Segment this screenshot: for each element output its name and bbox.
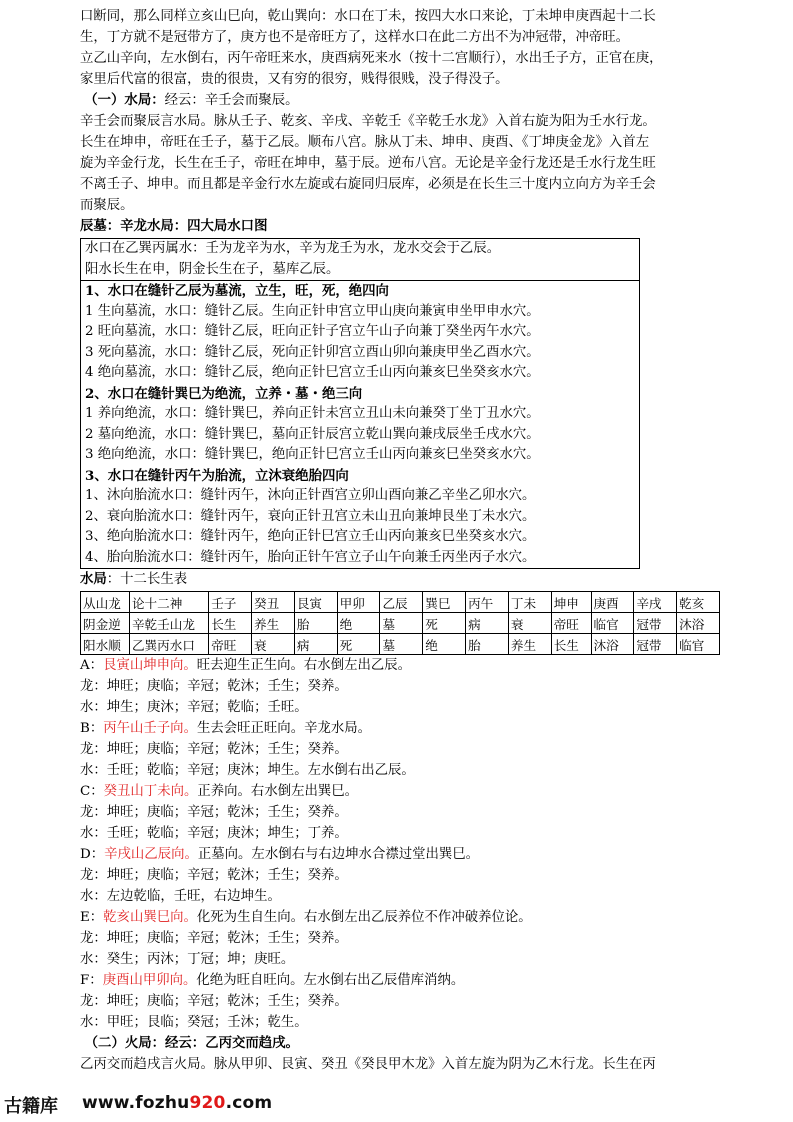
case-heading bbox=[80, 655, 720, 676]
intro-paragraph bbox=[80, 6, 720, 90]
table-cell: 衰 bbox=[252, 634, 295, 655]
url-part-red: 920 bbox=[189, 1093, 226, 1113]
dragon-line: 龙：坤旺；庚临；辛冠；乾沐；壬生；癸养。 bbox=[80, 742, 348, 757]
table-cell: 乾亥 bbox=[677, 592, 720, 613]
water-line: 水：壬旺；乾临；辛冠；庚沐；坤生。左水倒右出乙辰。 bbox=[80, 763, 415, 778]
table-cell: 论十二神 bbox=[129, 592, 208, 613]
twelve-stages-table bbox=[80, 591, 720, 655]
case-label: C： bbox=[80, 784, 104, 799]
case-description: 化死为生自生向。右水倒左出乙辰养位不作冲破养位论。 bbox=[196, 910, 532, 925]
table-cell: 甲卯 bbox=[337, 592, 380, 613]
section-heading: 1、水口在缝针乙辰为墓流，立生，旺，死，绝四向 bbox=[85, 283, 389, 299]
map-title: 辰墓：辛龙水局：四大局水口图 bbox=[80, 218, 268, 234]
table-cell: 养生 bbox=[508, 634, 551, 655]
case-label: A： bbox=[80, 658, 104, 673]
case-heading bbox=[80, 970, 720, 991]
cases-list bbox=[80, 655, 720, 1033]
case-heading bbox=[80, 907, 720, 928]
table-row bbox=[81, 592, 720, 613]
table-cell: 衰 bbox=[508, 613, 551, 634]
case-orientation: 艮寅山坤申向。 bbox=[103, 658, 197, 673]
table-cell: 胎 bbox=[466, 634, 509, 655]
table-cell: 胎 bbox=[294, 613, 337, 634]
case-description: 化绝为旺自旺向。左水倒右出乙辰借库消纳。 bbox=[196, 973, 465, 988]
case-orientation: 癸丑山丁未向。 bbox=[103, 784, 198, 799]
table-cell: 冠带 bbox=[634, 634, 677, 655]
table-cell: 墓 bbox=[380, 634, 423, 655]
heading-quote: 经云：辛壬会而聚辰。 bbox=[164, 93, 299, 108]
text-line: 生，丁方就不是冠带方了，庚方也不是帝旺方了，这样水口在此二方出不为冲冠带，冲帝旺。 bbox=[80, 30, 630, 45]
case-label: B： bbox=[80, 721, 104, 736]
dragon-line: 龙：坤旺；庚临；辛冠；乾沐；壬生；癸养。 bbox=[80, 868, 348, 883]
case-orientation: 乾亥山巽巳向。 bbox=[103, 910, 197, 925]
dragon-line: 龙：坤旺；庚临；辛冠；乾沐；壬生；癸养。 bbox=[80, 679, 348, 694]
box-intro-line: 阳水长生在申，阴金长生在子，墓库乙辰。 bbox=[85, 261, 340, 277]
table-cell: 临官 bbox=[591, 613, 634, 634]
list-item: 2、衰向胎流水口：缝针丙午，衰向正针丑宫立未山丑向兼坤艮坐丁未水穴。 bbox=[85, 508, 536, 524]
case-heading bbox=[80, 781, 720, 802]
table-cell: 坤申 bbox=[551, 592, 591, 613]
table-cell: 绝 bbox=[337, 613, 380, 634]
table-cell: 庚酉 bbox=[591, 592, 634, 613]
case-heading bbox=[80, 718, 720, 739]
table-cell: 病 bbox=[466, 613, 509, 634]
table-cell: 阳水顺 bbox=[81, 634, 130, 655]
table-cell: 绝 bbox=[423, 634, 466, 655]
table-cell: 乙辰 bbox=[380, 592, 423, 613]
water-line: 水：左边乾临，壬旺，右边坤生。 bbox=[80, 889, 281, 904]
fire-section-heading bbox=[80, 1033, 720, 1054]
table-title-bold: 水局 bbox=[80, 571, 107, 587]
table-cell: 壬子 bbox=[209, 592, 252, 613]
case-heading bbox=[80, 844, 720, 865]
list-item: 1 养向绝流，水口：缝针巽巳，养向正针未宫立丑山未向兼癸丁坐丁丑水穴。 bbox=[85, 406, 540, 421]
list-item: 2 墓向绝流，水口：缝针巽巳，墓向正针辰宫立乾山巽向兼戌辰坐壬戌水穴。 bbox=[85, 426, 540, 442]
url-part: www.fozhu bbox=[82, 1093, 190, 1113]
table-title-rest: ：十二长生表 bbox=[106, 572, 188, 587]
table-cell: 养生 bbox=[252, 613, 295, 634]
table-cell: 辛乾壬山龙 bbox=[129, 613, 208, 634]
text-line: 辛壬会而聚辰言水局。脉从壬子、乾亥、辛戌、辛乾壬《辛乾壬水龙》入首右旋为阳为壬水行龙。 bbox=[80, 114, 656, 129]
text-line: 乙丙交而趋戌言火局。脉从甲卯、艮寅、癸丑《癸艮甲木龙》入首左旋为阴为乙木行龙。长生在丙 bbox=[80, 1057, 656, 1072]
text-line: 不离壬子、坤申。而且都是辛金行水左旋或右旋同归辰库，必须是在长生三十度内立向方为辛壬会 bbox=[80, 177, 656, 192]
list-item: 4 绝向墓流，水口：缝针乙辰，绝向正针巳宫立壬山丙向兼亥巳坐癸亥水穴。 bbox=[85, 365, 540, 380]
table-cell: 乙巽丙水口 bbox=[129, 634, 208, 655]
list-item: 3 绝向绝流，水口：缝针巽巳，绝向正针巳宫立壬山丙向兼亥巳坐癸亥水穴。 bbox=[85, 447, 540, 462]
text-line: 旋为辛金行龙，长生在壬子，帝旺在坤申，墓于辰。逆布八宫。无论是辛金行龙还是壬水行龙生旺 bbox=[80, 156, 656, 171]
case-description: 正墓向。左水倒右与右边坤水合襟过堂出巽巳。 bbox=[197, 847, 480, 862]
table-cell: 长生 bbox=[209, 613, 252, 634]
section-heading: 3、水口在缝针丙午为胎流，立沐衰绝胎四向 bbox=[85, 467, 349, 484]
dragon-line: 龙：坤旺；庚临；辛冠；乾沐；壬生；癸养。 bbox=[80, 805, 348, 820]
water-line: 水：甲旺；艮临；癸冠；壬沐；乾生。 bbox=[80, 1015, 308, 1030]
document-page bbox=[80, 6, 720, 1075]
box-intro-line: 水口在乙巽丙属水：壬为龙辛为水，辛为龙壬为水，龙水交会于乙辰。 bbox=[85, 241, 501, 256]
section-heading: 2、水口在缝针巽巳为绝流，立养・墓・绝三向 bbox=[85, 385, 363, 402]
table-cell: 从山龙 bbox=[81, 592, 130, 613]
site-logo: 古籍库 bbox=[4, 1096, 58, 1117]
table-cell: 巽巳 bbox=[423, 592, 466, 613]
dragon-line: 龙：坤旺；庚临；辛冠；乾沐；壬生；癸养。 bbox=[80, 994, 348, 1009]
list-item: 3 死向墓流，水口：缝针乙辰，死向正针卯宫立酉山卯向兼庚甲坐乙酉水穴。 bbox=[85, 344, 540, 360]
list-item: 4、胎向胎流水口：缝针丙午，胎向正针午宫立子山午向兼壬丙坐丙子水穴。 bbox=[85, 549, 536, 565]
table-row bbox=[81, 613, 720, 634]
table-cell: 丙午 bbox=[466, 592, 509, 613]
table-cell: 病 bbox=[294, 634, 337, 655]
site-footer bbox=[0, 1088, 793, 1122]
table-cell: 丁未 bbox=[508, 592, 551, 613]
case-description: 生去会旺正旺向。辛龙水局。 bbox=[196, 721, 372, 736]
table-cell: 阴金逆 bbox=[81, 613, 130, 634]
case-orientation: 庚酉山甲卯向。 bbox=[102, 973, 197, 988]
case-orientation: 丙午山壬子向。 bbox=[103, 721, 197, 736]
table-cell: 帝旺 bbox=[551, 613, 591, 634]
case-label: F： bbox=[80, 973, 103, 988]
list-item: 2 旺向墓流，水口：缝针乙辰，旺向正针子宫立午山子向兼丁癸坐丙午水穴。 bbox=[85, 324, 540, 339]
table-cell: 沐浴 bbox=[677, 613, 720, 634]
case-label: E： bbox=[80, 910, 104, 925]
water-line: 水：癸生；丙沐；丁冠；坤；庚旺。 bbox=[80, 952, 295, 967]
table-cell: 辛戌 bbox=[634, 592, 677, 613]
water-body-paragraph bbox=[80, 111, 720, 216]
list-item: 1、沐向胎流水口：缝针丙午，沐向正针酉宫立卯山酉向兼乙辛坐乙卯水穴。 bbox=[85, 488, 536, 503]
text-line: 口断同，那么同样立亥山巳向，乾山巽向：水口在丁未，按四大水口来论，丁未坤申庚酉起十二长 bbox=[80, 9, 656, 24]
case-orientation: 辛戌山乙辰向。 bbox=[104, 847, 198, 862]
table-cell: 长生 bbox=[551, 634, 591, 655]
table-cell: 沐浴 bbox=[591, 634, 634, 655]
table-cell: 艮寅 bbox=[294, 592, 337, 613]
table-cell: 死 bbox=[337, 634, 380, 655]
text-line: 立乙山辛向，左水倒右，丙午帝旺来水，庚酉病死来水（按十二宫顺行），水出壬子方，正官在庚， bbox=[80, 51, 663, 66]
water-outlet-box bbox=[80, 238, 640, 569]
table-cell: 帝旺 bbox=[209, 634, 252, 655]
water-line: 水：壬旺；乾临；辛冠；庚沐；坤生；丁养。 bbox=[80, 826, 348, 841]
url-part: .com bbox=[225, 1093, 273, 1113]
list-item: 3、绝向胎流水口：缝针丙午，绝向正针巳宫立壬山丙向兼亥巳坐癸亥水穴。 bbox=[85, 529, 536, 544]
heading-title: （一）水局： bbox=[84, 92, 165, 108]
water-section-heading bbox=[80, 90, 720, 111]
table-cell: 死 bbox=[423, 613, 466, 634]
text-line: 家里后代富的很富，贵的很贵，又有穷的很穷，贱得很贱，没子得没子。 bbox=[80, 72, 509, 87]
site-url[interactable] bbox=[82, 1093, 272, 1113]
table-cell: 墓 bbox=[380, 613, 423, 634]
text-line: 长生在坤申，帝旺在壬子，墓于乙辰。顺布八宫。脉从丁未、坤申、庚酉、《丁坤庚金龙》入首左 bbox=[80, 135, 650, 150]
case-description: 旺去迎生正生向。右水倒左出乙辰。 bbox=[196, 658, 412, 673]
heading-title: （二）火局：经云：乙丙交而趋戌。 bbox=[84, 1035, 299, 1051]
table-row bbox=[81, 634, 720, 655]
table-cell: 临官 bbox=[677, 634, 720, 655]
water-line: 水：坤生；庚沐；辛冠；乾临；壬旺。 bbox=[80, 700, 308, 715]
text-line: 而聚辰。 bbox=[80, 198, 134, 213]
case-description: 正养向。右水倒左出巽巳。 bbox=[197, 784, 359, 799]
table-cell: 冠带 bbox=[634, 613, 677, 634]
table-cell: 癸丑 bbox=[252, 592, 295, 613]
dragon-line: 龙：坤旺；庚临；辛冠；乾沐；壬生；癸养。 bbox=[80, 931, 348, 946]
table-title bbox=[80, 569, 720, 590]
list-item: 1 生向墓流，水口：缝针乙辰。生向正针申宫立甲山庚向兼寅申坐甲申水穴。 bbox=[85, 303, 540, 319]
case-label: D： bbox=[80, 847, 105, 862]
